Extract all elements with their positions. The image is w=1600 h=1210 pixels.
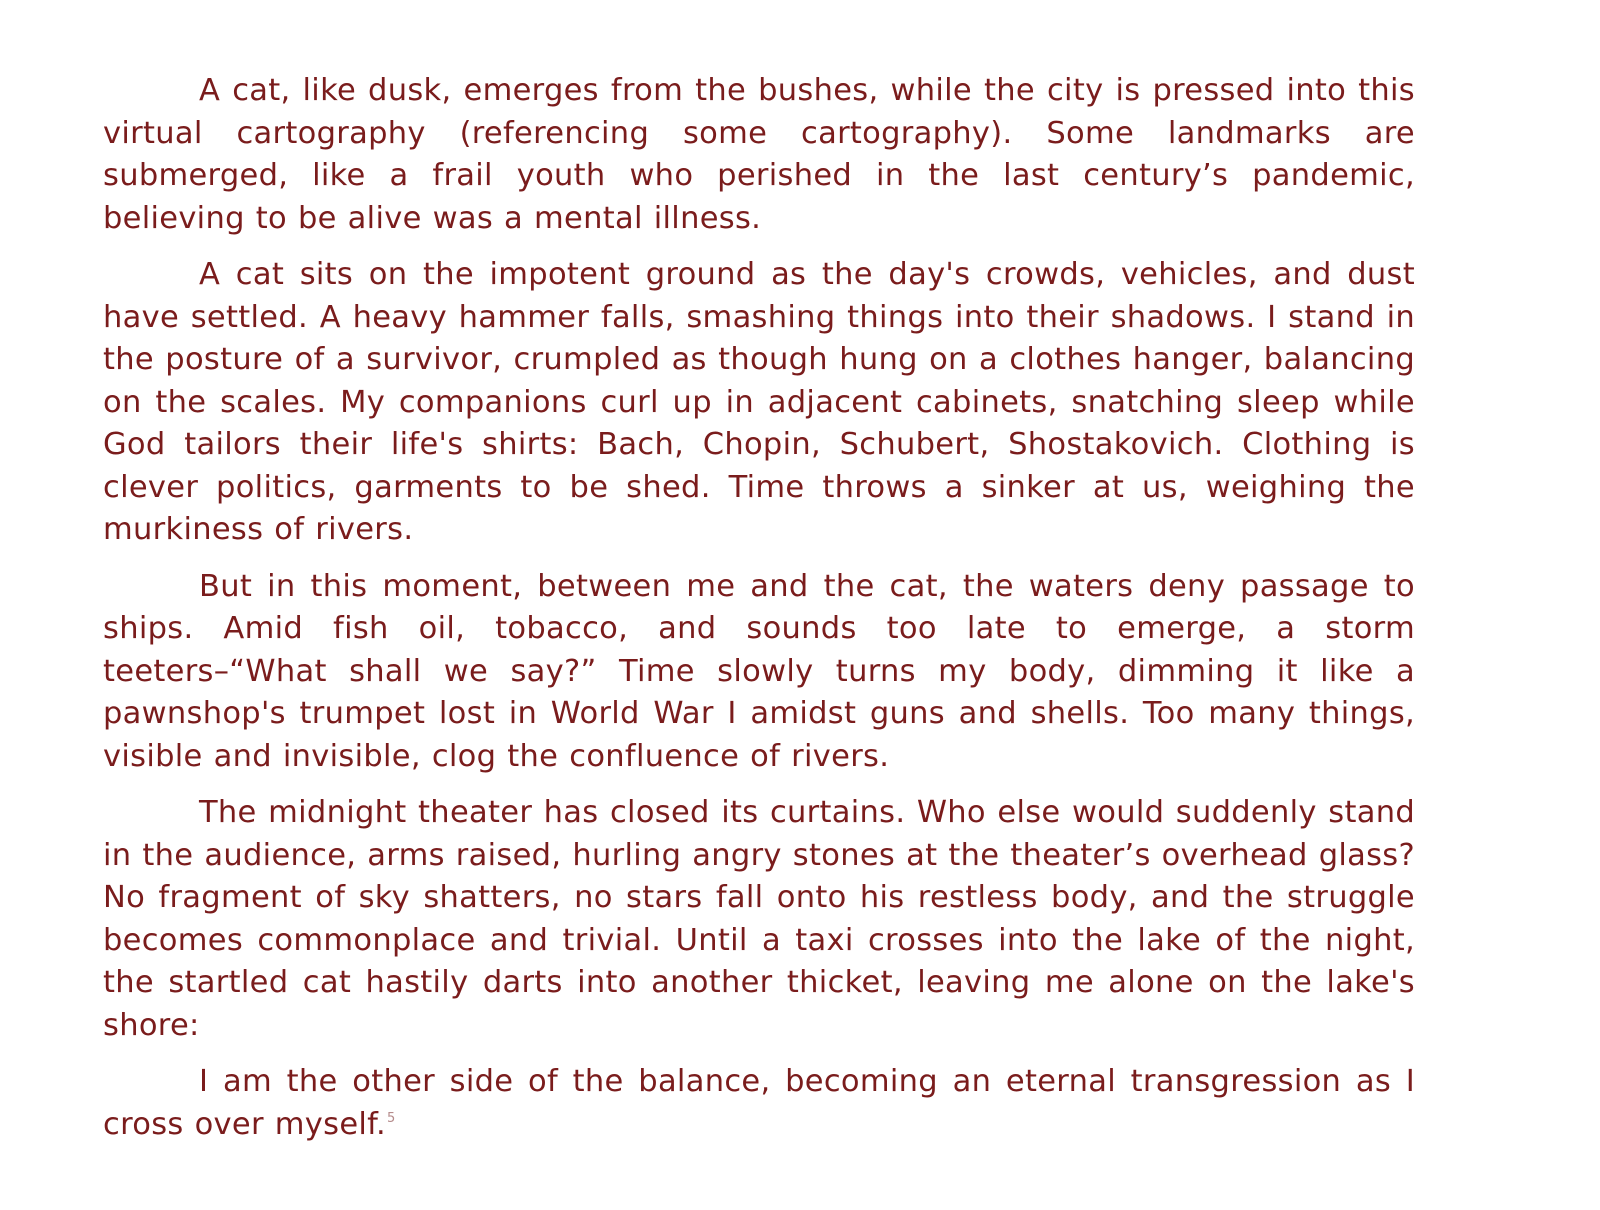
paragraph-3: But in this moment, between me and the cat, the waters deny passage to ships. Amid fish oil, tobacco, and sounds too late to emerge, a storm teeters–“What shall we say?” Time slowly turns my body, dimming it like a pawnshop's trumpet lost in World War I amidst guns and shells. Too many things, visible and invisible, clog the confluence of rivers. bbox=[103, 568, 1415, 774]
paragraph-2: A cat sits on the impotent ground as the day's crowds, vehicles, and dust have settled. A heavy hammer falls, smashing things into their shadows. I stand in the posture of a survivor, crumpled as though hung on a clothes hanger, balancing on the scales. My companions curl up in adjacent cabinets, snatching sleep while God tailors their life's shirts: Bach, Chopin, Schubert, Shostakovich. Clothing is clever politics, garments to be shed. Time throws a sinker at us, weighing the murkiness of rivers. bbox=[103, 257, 1415, 547]
paragraph-5 bbox=[103, 1061, 1415, 1146]
paragraph-4: The midnight theater has closed its curtains. Who else would suddenly stand in the audience, arms raised, hurling angry stones at the theater’s overhead glass? No fragment of sky shatters, no stars fall onto his restless body, and the struggle becomes commonplace and trivial. Until a taxi crosses into the lake of the night, the startled cat hastily darts into another thicket, leaving me alone on the lake's shore: bbox=[103, 795, 1415, 1043]
document-body bbox=[103, 70, 1415, 1160]
footnote-marker[interactable]: 5 bbox=[387, 1111, 396, 1127]
paragraph-1: A cat, like dusk, emerges from the bushes, while the city is pressed into this virtual cartography (referencing some cartography). Some landmarks are submerged, like a frail youth who perished in the last century’s pandemic, believing to be alive was a mental illness. bbox=[103, 73, 1415, 236]
paragraph-5-text: I am the other side of the balance, becoming an eternal transgression as I cross over myself. bbox=[103, 1064, 1415, 1142]
